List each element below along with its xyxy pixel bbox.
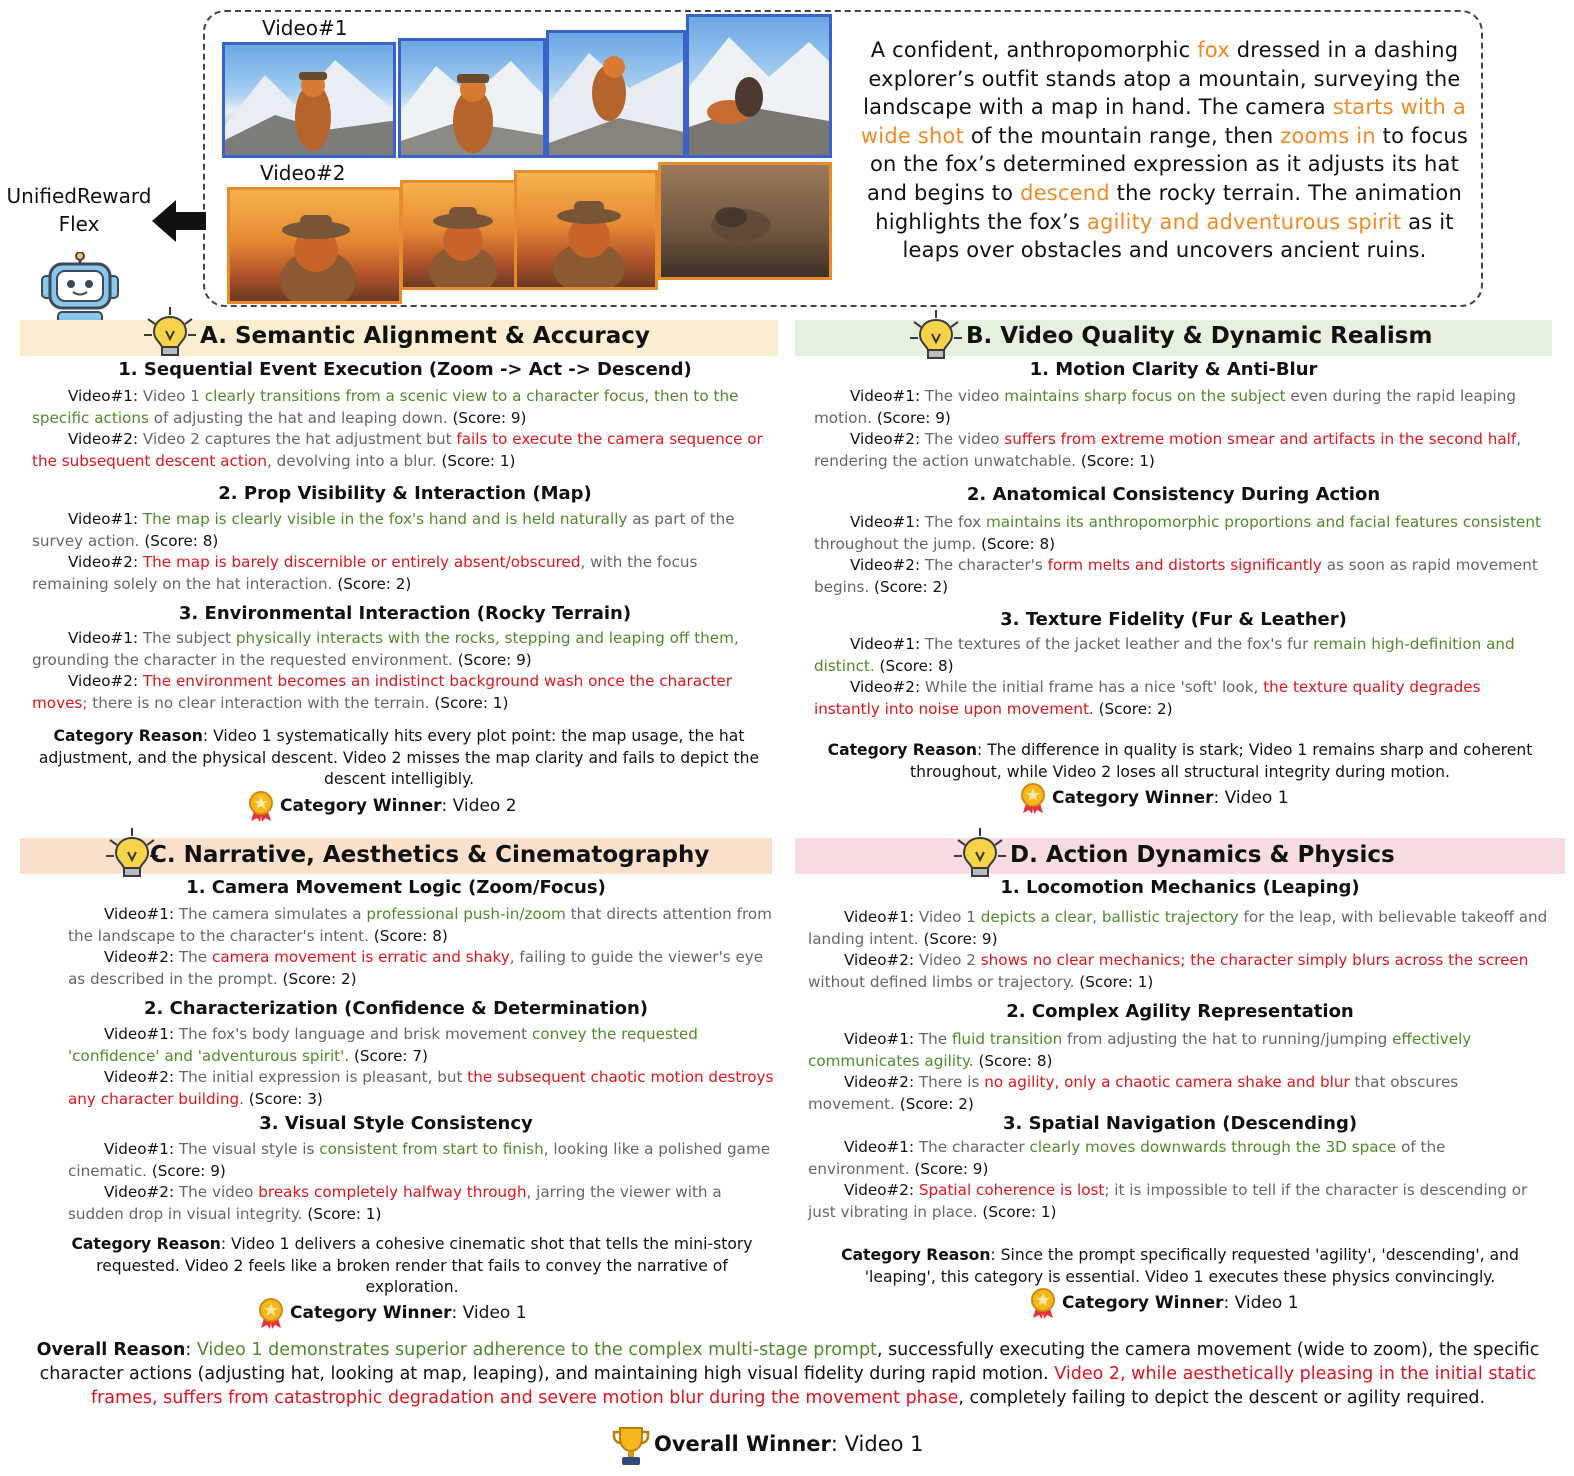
- text-segment: (Score: 1): [307, 1204, 382, 1223]
- video-label: Video#2:: [68, 430, 139, 448]
- text-segment: even during the rapid leaping motion.: [814, 387, 1516, 427]
- text-segment: (Score: 2): [337, 574, 412, 593]
- video-label: Video#2:: [104, 1183, 175, 1201]
- video-label: Video#1:: [68, 387, 139, 405]
- text-segment: the subsequent chaotic motion destroys any character building: [68, 1068, 774, 1108]
- text-segment: (Score: 1): [441, 451, 516, 470]
- video2-frame-2: [400, 180, 518, 290]
- text-segment: for the leap, with believable takeoff and landing intent.: [808, 908, 1548, 948]
- text-segment: consistent from start to finish: [319, 1140, 544, 1158]
- overall-reason: Overall Reason: Video 1 demonstrates superior adherence to the complex multi-stage prompt, successfully executing the camera movement (wide to zoom), the specific character actions (adjusting hat, looking at map, leaping), and maintaining high visual fidelity during rapid motion. Video 2, while aesthetically pleasing in the initial static frames, suffers from catastrophic degradation and severe motion blur during the movement phase, completely failing to depict the descent or agility required.: [36, 1340, 1540, 1408]
- category-winner: Category Winner: Video 1: [1028, 1287, 1299, 1319]
- video-label: Video#1:: [844, 1138, 915, 1156]
- video1-frame-2: [398, 38, 546, 158]
- text-segment: , rendering the action unwatchable.: [814, 430, 1522, 470]
- prompt-text: [852, 36, 1477, 265]
- video2-assessment: [68, 1067, 780, 1110]
- criterion-title: 3. Environmental Interaction (Rocky Terrain): [178, 603, 632, 624]
- video-label: Video#1:: [844, 908, 915, 926]
- video2-label: Video#2: [260, 161, 346, 185]
- text-segment: physically interacts with the rocks, stepping and leaping off them: [235, 629, 734, 647]
- text-segment: clearly moves downwards through the 3D space: [1029, 1138, 1397, 1156]
- text-segment: (Score: 9): [151, 1161, 226, 1180]
- video1-frame-3: [546, 30, 686, 158]
- video2-assessment: [814, 429, 1544, 472]
- text-segment: (Score: 9): [876, 408, 951, 427]
- text-segment: Video 2 captures the hat adjustment but: [138, 430, 457, 448]
- video1-assessment: [814, 386, 1544, 429]
- criterion-title: 1. Sequential Event Execution (Zoom -> Act -> Descend): [118, 359, 692, 380]
- video-label: Video#1:: [850, 513, 921, 531]
- medal-icon: [246, 790, 276, 822]
- text-segment: professional push-in/zoom: [366, 905, 566, 923]
- video1-frame-1: [222, 42, 396, 158]
- medal-icon: [1018, 782, 1048, 814]
- video-label: Video#2:: [850, 556, 921, 574]
- text-segment: (Score: 1): [982, 1202, 1057, 1221]
- text-segment: (Score: 8): [144, 531, 219, 550]
- text-segment: :: [185, 1340, 197, 1360]
- criterion-title: 2. Prop Visibility & Interaction (Map): [218, 483, 592, 504]
- text-segment: The video: [920, 387, 1005, 405]
- category-reason: Category Reason: Video 1 systematically hits every plot point: the map usage, the hat adjustment, and the physical descent. Video 2 misses the map clarity and fails to depict the descent intelligibly.: [38, 727, 760, 788]
- video-label: Video#2:: [844, 1181, 915, 1199]
- criterion-title: 1. Camera Movement Logic (Zoom/Focus): [186, 877, 606, 898]
- video2-assessment: [808, 1072, 1548, 1115]
- text-segment: fails to execute the camera sequence or the subsequent descent action: [32, 430, 763, 470]
- video-label: Video#2:: [850, 678, 921, 696]
- category-winner: Category Winner: Video 1: [1018, 782, 1289, 814]
- text-segment: fluid transition: [951, 1030, 1063, 1048]
- video-label: Video#2:: [68, 672, 139, 690]
- text-segment: , grounding the character in the requested environment.: [32, 629, 739, 669]
- arrow-left-icon: [152, 200, 206, 242]
- text-segment: depicts a clear, ballistic trajectory: [980, 908, 1239, 926]
- criterion-title: 1. Motion Clarity & Anti-Blur: [1029, 359, 1318, 380]
- text-segment: zooms in: [1280, 123, 1376, 148]
- text-segment: The camera simulates a: [174, 905, 367, 923]
- text-segment: that directs attention from the landscape to the character's intent.: [68, 905, 772, 945]
- lightbulb-icon: [142, 305, 198, 361]
- video1-assessment: [32, 628, 772, 671]
- text-segment: There is: [914, 1073, 985, 1091]
- text-segment: , devolving into a blur.: [266, 451, 442, 470]
- text-segment: (Score: 1): [1080, 451, 1155, 470]
- text-segment: as it leaps over obstacles and uncovers ancient ruins.: [902, 209, 1454, 263]
- text-segment: maintains sharp focus on the subject: [1004, 387, 1286, 405]
- video2-assessment: [32, 429, 772, 472]
- text-segment: (Score: 3): [248, 1089, 323, 1108]
- category-winner: Category Winner: Video 2: [246, 790, 517, 822]
- video1-frame-4: [686, 14, 832, 158]
- text-segment: (Score: 2): [874, 577, 949, 596]
- text-segment: agility and adventurous spirit: [1086, 209, 1402, 234]
- medal-icon: [1028, 1287, 1058, 1319]
- video-label: Video#1:: [104, 905, 175, 923]
- text-segment: (Score: 7): [353, 1046, 428, 1065]
- text-segment: The video: [174, 1183, 259, 1201]
- overall-winner: Overall Winner: Video 1: [612, 1424, 924, 1466]
- text-segment: The fox's body language and brisk movement: [174, 1025, 532, 1043]
- text-segment: (Score: 8): [981, 534, 1056, 553]
- video1-assessment: [68, 904, 780, 947]
- text-segment: (Score: 8): [978, 1051, 1053, 1070]
- text-segment: The map is barely discernible or entirely absent/obscured: [142, 553, 581, 571]
- video1-assessment: [32, 509, 772, 552]
- criterion-title: 3. Spatial Navigation (Descending): [1002, 1113, 1358, 1134]
- text-segment: A confident, anthropomorphic: [870, 38, 1198, 62]
- video1-assessment: [808, 1029, 1548, 1072]
- text-segment: breaks completely halfway through: [258, 1183, 527, 1201]
- text-segment: (Score: 8): [373, 926, 448, 945]
- section-b-title: B. Video Quality & Dynamic Realism: [966, 323, 1433, 349]
- text-segment: (Score: 2): [282, 969, 357, 988]
- text-segment: without defined limbs or trajectory.: [808, 972, 1080, 991]
- text-segment: Video 2: [914, 951, 981, 969]
- video-label: Video#2:: [844, 951, 915, 969]
- text-segment: The: [914, 1030, 952, 1048]
- criterion-title: 2. Anatomical Consistency During Action: [966, 484, 1381, 505]
- video2-assessment: [68, 1182, 780, 1225]
- lightbulb-icon: [908, 308, 964, 364]
- text-segment: (Score: 9): [923, 929, 998, 948]
- text-segment: The: [174, 948, 212, 966]
- text-segment: The environment becomes an indistinct background wash once the character moves: [32, 672, 732, 712]
- category-reason: Category Reason: The difference in quality is stark; Video 1 remains sharp and coherent throughout, while Video 2 loses all structural integrity during motion.: [827, 741, 1533, 781]
- text-segment: The initial expression is pleasant, but: [174, 1068, 468, 1086]
- text-segment: While the initial frame has a nice 'soft' look,: [920, 678, 1264, 696]
- text-segment: The textures of the jacket leather and the fox's fur: [920, 635, 1314, 653]
- text-segment: of the environment.: [808, 1138, 1446, 1178]
- text-segment: of adjusting the hat and leaping down.: [148, 408, 453, 427]
- video-label: Video#1:: [68, 629, 139, 647]
- text-segment: (Score: 8): [879, 656, 954, 675]
- text-segment: dressed in a dashing explorer’s outfit stands atop a mountain, surveying the landscape with a map in hand. The camera: [863, 38, 1461, 120]
- trophy-icon: [612, 1424, 650, 1466]
- text-segment: , completely failing to depict the descent or agility required.: [958, 1388, 1486, 1408]
- video1-assessment: [808, 1137, 1548, 1180]
- video1-assessment: [32, 386, 772, 429]
- video1-label: Video#1: [262, 16, 348, 40]
- text-segment: convey the requested 'confidence' and 'adventurous spirit': [68, 1025, 698, 1065]
- video2-assessment: [32, 552, 772, 595]
- video-label: Video#1:: [104, 1025, 175, 1043]
- video2-assessment: [814, 677, 1544, 720]
- video-label: Video#2:: [104, 948, 175, 966]
- model-name-line2: Flex: [58, 212, 100, 236]
- text-segment: (Score: 1): [434, 693, 509, 712]
- text-segment: The character: [914, 1138, 1030, 1156]
- criterion-title: 2. Characterization (Confidence & Determination): [143, 998, 649, 1019]
- criterion-title: 1. Locomotion Mechanics (Leaping): [1000, 877, 1360, 898]
- section-c-title: C. Narrative, Aesthetics & Cinematography: [150, 842, 710, 868]
- text-segment: , failing to guide the viewer's eye as described in the prompt.: [68, 948, 764, 988]
- text-segment: Video 1 demonstrates superior adherence to the complex multi-stage prompt: [196, 1340, 877, 1360]
- category-reason: Category Reason: Since the prompt specifically requested 'agility', 'descending', and 'leaping', this category is essential. Video 1 executes these physics convincingly.: [841, 1246, 1519, 1286]
- text-segment: The visual style is: [174, 1140, 320, 1158]
- video1-assessment: [808, 907, 1548, 950]
- video-label: Video#2:: [68, 553, 139, 571]
- text-segment: (Score: 2): [899, 1094, 974, 1113]
- video2-assessment: [814, 555, 1544, 598]
- text-segment: , with the focus remaining solely on the hat interaction.: [32, 553, 698, 593]
- text-segment: to focus on the fox’s determined expression as it adjusts its hat and begins to: [866, 123, 1469, 205]
- text-segment: (Score: 2): [1098, 699, 1173, 718]
- text-segment: of the mountain range, then: [964, 123, 1281, 148]
- text-segment: descend: [1020, 180, 1110, 205]
- video2-frame-4: [658, 162, 832, 280]
- text-segment: starts with a wide shot: [860, 95, 1466, 148]
- video1-assessment: [814, 512, 1544, 555]
- text-segment: the rocky terrain. The animation highlights the fox’s: [875, 180, 1462, 234]
- criterion-title: 3. Visual Style Consistency: [259, 1113, 533, 1134]
- text-segment: camera movement is erratic and shaky: [211, 948, 510, 966]
- text-segment: (Score: 9): [457, 650, 532, 669]
- video-label: Video#1:: [104, 1140, 175, 1158]
- video-label: Video#2:: [844, 1073, 915, 1091]
- video-label: Video#2:: [104, 1068, 175, 1086]
- video2-assessment: [808, 950, 1548, 993]
- text-segment: as soon as rapid movement begins.: [814, 556, 1538, 596]
- text-segment: Video 2, while aesthetically pleasing in the initial static frames, suffers from catastrophic degradation and severe motion blur during the movement phase: [90, 1364, 1537, 1408]
- text-segment: ; there is no clear interaction with the terrain.: [82, 693, 435, 712]
- criterion-title: 2. Complex Agility Representation: [1006, 1001, 1354, 1022]
- video-label: Video#2:: [850, 430, 921, 448]
- text-segment: The character's: [920, 556, 1048, 574]
- text-segment: The subject: [138, 629, 236, 647]
- text-segment: The map is clearly visible in the fox's hand and is held naturally: [142, 510, 628, 528]
- text-segment: maintains its anthropomorphic proportions and facial features consistent: [985, 513, 1541, 531]
- section-d-title: D. Action Dynamics & Physics: [1010, 842, 1395, 868]
- category-winner: Category Winner: Video 1: [256, 1297, 527, 1329]
- model-name-line1: UnifiedReward: [6, 184, 152, 208]
- text-segment: The video: [920, 430, 1005, 448]
- text-segment: , jarring the viewer with a sudden drop in visual integrity.: [68, 1183, 722, 1223]
- text-segment: clearly transitions from a scenic view to a character focus, then to the specific actions: [32, 387, 739, 427]
- text-segment: suffers from extreme motion smear and artifacts in the second half: [1004, 430, 1517, 448]
- video2-frame-3: [514, 170, 658, 290]
- text-segment: ; it is impossible to tell if the character is descending or just vibrating in place.: [808, 1181, 1528, 1221]
- text-segment: Video 1: [138, 387, 205, 405]
- text-segment: , looking like a polished game cinematic.: [68, 1140, 771, 1180]
- text-segment: shows no clear mechanics; the character simply blurs across the screen: [980, 951, 1529, 969]
- video-label: Video#1:: [68, 510, 139, 528]
- text-segment: effectively communicates agility: [808, 1030, 1472, 1070]
- text-segment: the texture quality degrades instantly into noise upon movement.: [814, 678, 1481, 718]
- text-segment: as part of the survey action.: [32, 510, 735, 550]
- text-segment: fox: [1197, 38, 1230, 62]
- text-segment: throughout the jump.: [814, 534, 982, 553]
- model-label: [0, 182, 158, 238]
- text-segment: (Score: 9): [914, 1159, 989, 1178]
- text-segment: The fox: [920, 513, 986, 531]
- overall-reason-text: [40, 1340, 1540, 1408]
- video-label: Video#1:: [850, 387, 921, 405]
- text-segment: remain high-definition and distinct.: [814, 635, 1515, 675]
- video1-assessment: [68, 1139, 780, 1182]
- text-segment: .: [239, 1089, 249, 1108]
- lightbulb-icon: [952, 826, 1008, 882]
- criterion-title: 3. Texture Fidelity (Fur & Leather): [1000, 609, 1347, 630]
- text-segment: (Score: 9): [452, 408, 527, 427]
- text-segment: no agility, only a chaotic camera shake and blur: [984, 1073, 1350, 1091]
- text-segment: that obscures movement.: [808, 1073, 1459, 1113]
- text-segment: Spatial coherence is lost: [918, 1181, 1105, 1199]
- text-segment: .: [968, 1051, 979, 1070]
- video2-assessment: [808, 1180, 1548, 1223]
- video2-assessment: [68, 947, 780, 990]
- category-reason: Category Reason: Video 1 delivers a cohesive cinematic shot that tells the mini-story requested. Video 2 feels like a broken render that fails to convey the narrative of exploration.: [71, 1235, 753, 1296]
- text-segment: Video 1: [914, 908, 981, 926]
- video2-assessment: [32, 671, 772, 714]
- video1-assessment: [68, 1024, 780, 1067]
- text-segment: form melts and distorts significantly: [1047, 556, 1322, 574]
- text-segment: .: [344, 1046, 354, 1065]
- video1-assessment: [814, 634, 1544, 677]
- text-segment: from adjusting the hat to running/jumping: [1062, 1030, 1393, 1048]
- video-label: Video#1:: [844, 1030, 915, 1048]
- medal-icon: [256, 1297, 286, 1329]
- section-a-title: A. Semantic Alignment & Accuracy: [200, 323, 650, 349]
- text-segment: (Score: 1): [1079, 972, 1154, 991]
- video-label: Video#1:: [850, 635, 921, 653]
- video2-frame-1: [227, 187, 402, 304]
- text-segment: , successfully executing the camera movement (wide to zoom), the specific character actions (adjusting hat, looking at map, leaping), and maintaining high visual fidelity during rapid motion.: [39, 1340, 1540, 1384]
